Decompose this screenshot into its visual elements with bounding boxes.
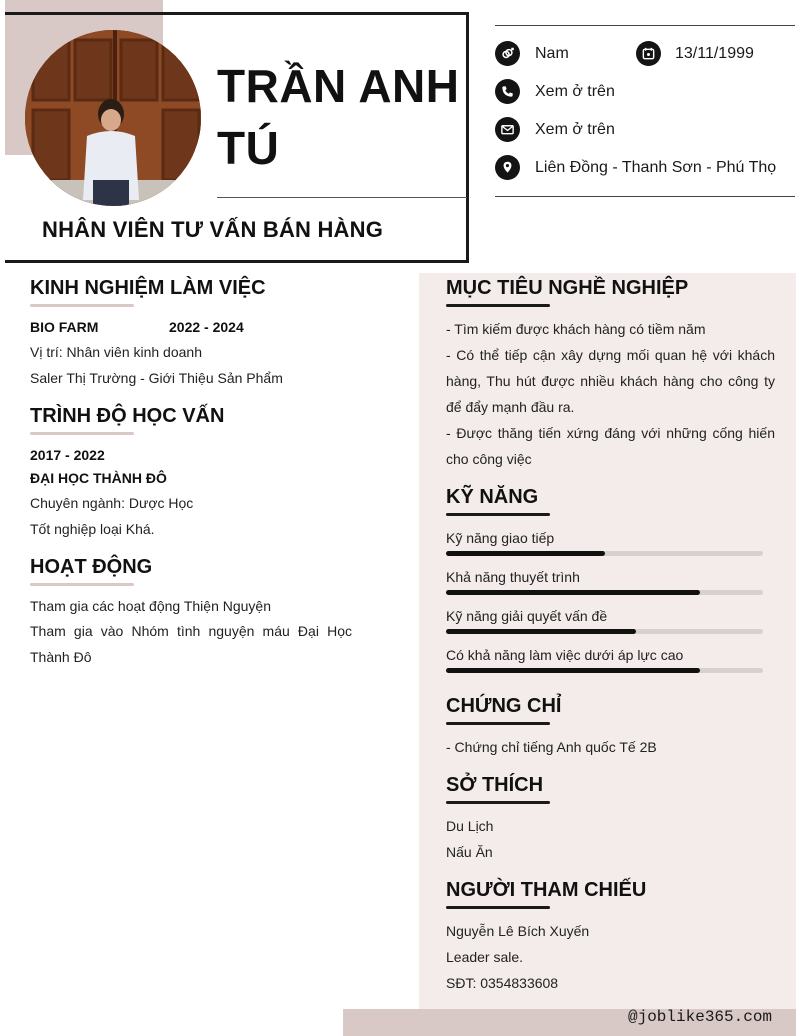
education-grade: Tốt nghiệp loại Khá.	[30, 521, 155, 537]
reference-role: Leader sale.	[446, 949, 524, 965]
gender-icon	[495, 41, 520, 66]
avatar	[25, 30, 201, 206]
experience-period: 2022 - 2024	[169, 319, 244, 335]
skill-label: Kỹ năng giải quyết vấn đề	[446, 608, 608, 624]
experience-heading: KINH NGHIỆM LÀM VIỆC	[30, 277, 266, 299]
activity-item: Tham gia vào Nhóm tình nguyện máu Đại Học Thành Đô	[30, 623, 352, 665]
hobbies-heading: SỞ THÍCH	[446, 774, 544, 796]
skill-bar-track	[446, 668, 763, 673]
name-divider	[217, 197, 467, 198]
skill-bar-fill	[446, 551, 605, 556]
certificate-item: - Chứng chỉ tiếng Anh quốc Tế 2B	[446, 739, 657, 755]
education-period: 2017 - 2022	[30, 447, 105, 463]
watermark: @joblike365.com	[628, 1008, 773, 1026]
skill-bar-fill	[446, 590, 700, 595]
skill-bar-track	[446, 590, 763, 595]
activity-item: Tham gia các hoạt động Thiện Nguyện	[30, 598, 272, 614]
objective-heading-rule	[446, 304, 550, 307]
skill-label: Có khả năng làm việc dưới áp lực cao	[446, 647, 684, 663]
skill-label: Khả năng thuyết trình	[446, 569, 580, 585]
hobby-item: Du Lịch	[446, 818, 494, 834]
skill-bar-fill	[446, 668, 700, 673]
objective-item: - Tìm kiếm được khách hàng có tiềm năm	[446, 321, 706, 337]
experience-description: Saler Thị Trường - Giới Thiệu Sản Phẩm	[30, 370, 283, 386]
education-major: Chuyên ngành: Dược Học	[30, 495, 194, 511]
contact-bottom-divider	[495, 196, 795, 197]
gender-value: Nam	[535, 45, 569, 62]
reference-phone: SĐT: 0354833608	[446, 975, 559, 991]
education-heading-rule	[30, 432, 134, 435]
experience-company: BIO FARM	[30, 319, 99, 335]
references-heading-rule	[446, 906, 550, 909]
objective-item: - Có thể tiếp cận xây dựng mối quan hệ với khách hàng, Thu hút được nhiều khách hàng cho công ty để đẩy mạnh đầu ra.	[446, 347, 775, 415]
skill-label: Kỹ năng giao tiếp	[446, 530, 555, 546]
skill-bar-track	[446, 551, 763, 556]
certificates-heading: CHỨNG CHỈ	[446, 695, 562, 717]
activities-heading-rule	[30, 583, 134, 586]
references-heading: NGƯỜI THAM CHIẾU	[446, 879, 647, 901]
hobbies-heading-rule	[446, 801, 550, 804]
certificates-heading-rule	[446, 722, 550, 725]
activities-heading: HOẠT ĐỘNG	[30, 556, 153, 578]
phone-icon	[495, 79, 520, 104]
objective-heading: MỤC TIÊU NGHỀ NGHIỆP	[446, 277, 689, 299]
phone-value: Xem ở trên	[535, 83, 615, 100]
hobby-item: Nấu Ăn	[446, 844, 493, 860]
education-school: ĐẠI HỌC THÀNH ĐÔ	[30, 470, 167, 486]
birthday-value: 13/11/1999	[675, 45, 754, 62]
objective-item: - Được thăng tiến xứng đáng với những cống hiến cho công việc	[446, 425, 775, 467]
job-title: NHÂN VIÊN TƯ VẤN BÁN HÀNG	[42, 217, 384, 242]
experience-position: Vị trí: Nhân viên kinh doanh	[30, 344, 202, 360]
skill-bar-track	[446, 629, 763, 634]
education-heading: TRÌNH ĐỘ HỌC VẤN	[30, 405, 225, 427]
experience-heading-rule	[30, 304, 134, 307]
location-icon	[495, 155, 520, 180]
mail-icon	[495, 117, 520, 142]
contact-top-divider	[495, 25, 795, 26]
candidate-name	[217, 55, 467, 179]
skill-bar-fill	[446, 629, 636, 634]
address-value: Liên Đồng - Thanh Sơn - Phú Thọ	[535, 159, 777, 176]
skills-heading-rule	[446, 513, 550, 516]
calendar-icon	[636, 41, 661, 66]
skills-heading: KỸ NĂNG	[446, 486, 539, 508]
reference-name: Nguyễn Lê Bích Xuyến	[446, 923, 590, 939]
candidate-name-line2: TÚ	[217, 122, 280, 174]
email-value: Xem ở trên	[535, 121, 615, 138]
candidate-name-line1: TRẦN ANH	[217, 60, 460, 112]
